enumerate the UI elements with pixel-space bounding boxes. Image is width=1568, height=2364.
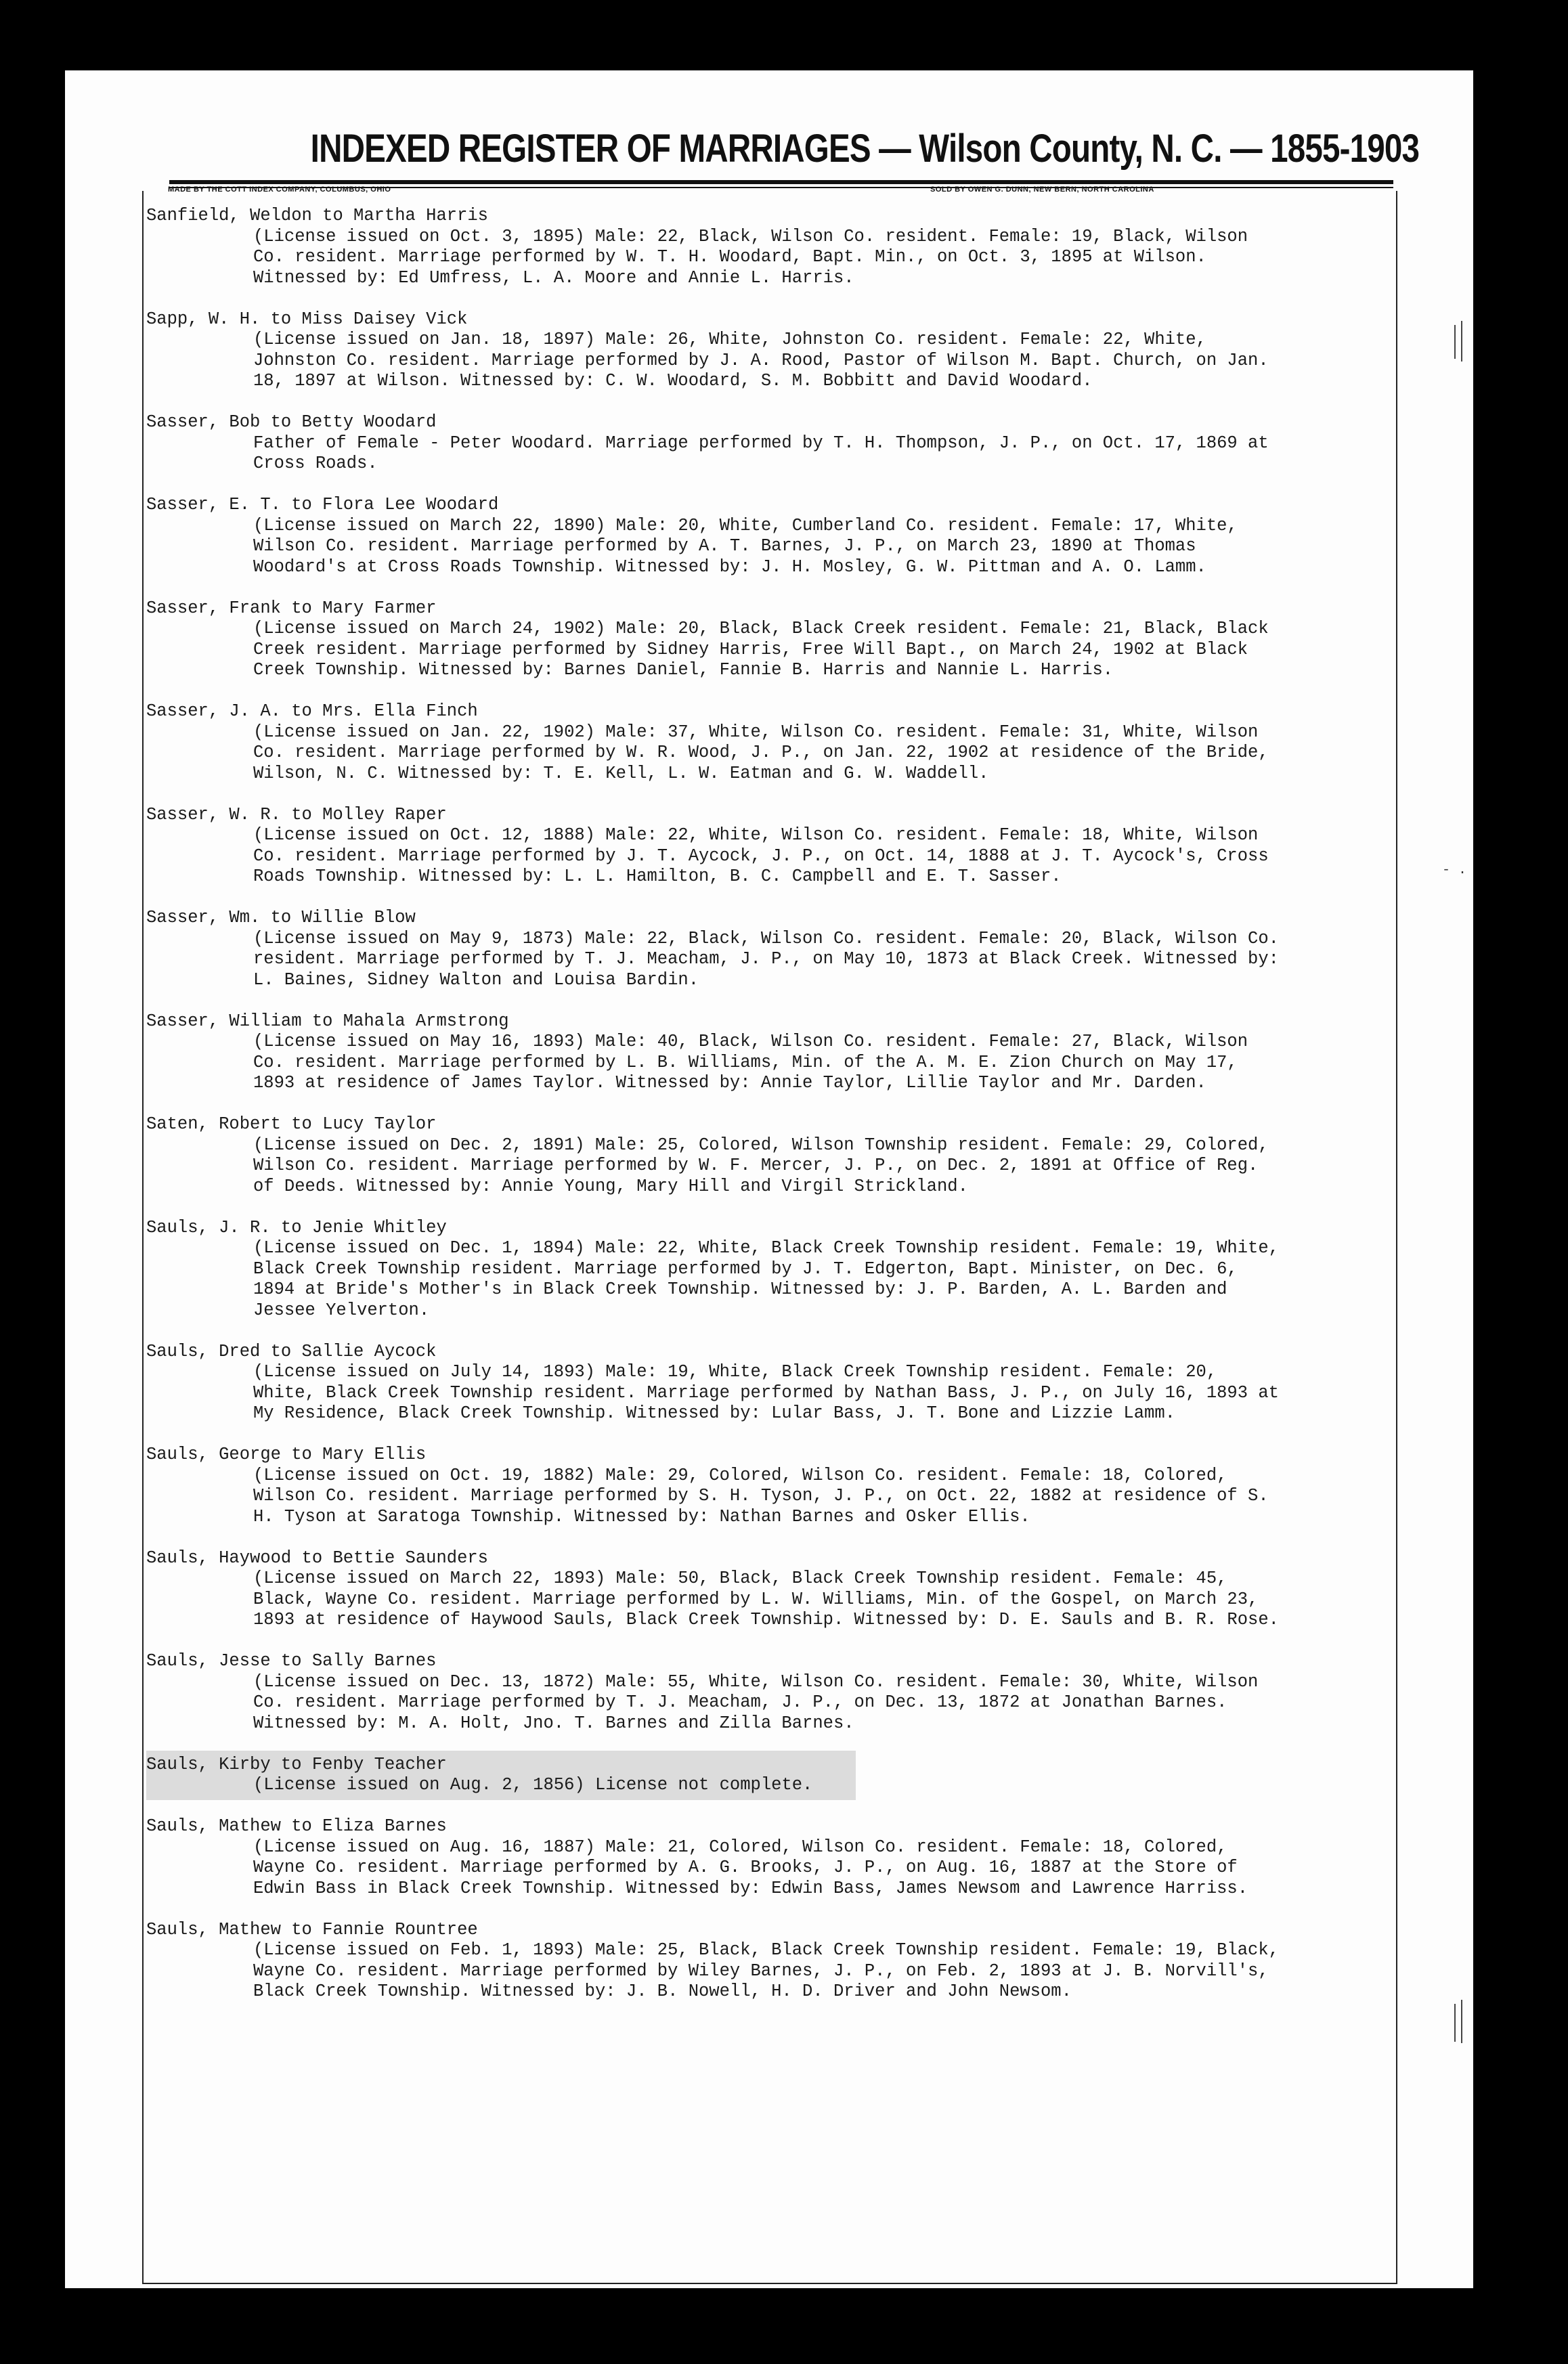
- entry-details: (License issued on Jan. 22, 1902) Male: 37, White, Wilson Co. resident. Female: 31, White, Wilson Co. resident. Marriage performed by W. R. Wood, J. P., on Jan. 22, 1902 at residence of the Bride, Wilson, N. C. Witnessed by: T. E. Kell, L. W. Eatman and G. W. Waddell.: [253, 722, 1269, 783]
- entry-names: Sasser, William to Mahala Armstrong: [146, 1011, 509, 1031]
- entry-details: (License issued on Jan. 18, 1897) Male: 26, White, Johnston Co. resident. Female: 22, White, Johnston Co. resident. Marriage performed by J. A. Rood, Pastor of Wilson M. Bapt. Church, on Jan. 18, 1897 at Wilson. Witnessed by: C. W. Woodard, S. M. Bobbitt and David Woodard.: [253, 330, 1269, 391]
- bottom-rule: [142, 2283, 1397, 2284]
- marriage-entry: [146, 1342, 1392, 1424]
- binding-mark: [1454, 2004, 1456, 2042]
- entry-names: Sasser, Bob to Betty Woodard: [146, 412, 437, 432]
- marriage-entries: [146, 206, 1392, 2023]
- publisher-imprint: MADE BY THE COTT INDEX COMPANY, COLUMBUS, OHIO: [168, 185, 391, 194]
- entry-names: Sauls, Jesse to Sally Barnes: [146, 1651, 437, 1671]
- marriage-entry: [146, 1548, 1392, 1631]
- page-title: INDEXED REGISTER OF MARRIAGES — Wilson County, N. C. — 1855-1903: [310, 127, 1420, 171]
- marriage-entry: [146, 206, 1392, 288]
- entry-details: (License issued on March 22, 1890) Male: 20, White, Cumberland Co. resident. Female: 17, White, Wilson Co. resident. Marriage performed by A. T. Barnes, J. P., on March 23, 1890 at Thomas Woodard's at Cross Roads Township. Witnessed by: J. H. Mosley, G. W. Pittman and A. O. Lamm.: [253, 515, 1238, 577]
- marriage-entry: [146, 309, 1392, 392]
- entry-names: Sasser, J. A. to Mrs. Ella Finch: [146, 701, 478, 721]
- marriage-entry: [146, 908, 1392, 990]
- marriage-entry: [146, 598, 1392, 681]
- entry-details: (License issued on Aug. 16, 1887) Male: 21, Colored, Wilson Co. resident. Female: 18, Colored, Wayne Co. resident. Marriage performed by A. G. Brooks, J. P., on Aug. 16, 1887 at the Store of Edwin Bass in Black Creek Township. Witnessed by: Edwin Bass, James Newsom and Lawrence Harriss.: [253, 1837, 1248, 1898]
- marriage-entry: [146, 1651, 1392, 1734]
- entry-names: Sanfield, Weldon to Martha Harris: [146, 206, 488, 225]
- marriage-entry: [146, 1920, 1392, 2002]
- entry-details: (License issued on May 9, 1873) Male: 22, Black, Wilson Co. resident. Female: 20, Black, Wilson Co. resident. Marriage performed by T. J. Meacham, J. P., on May 10, 1873 at Black Creek. Witnessed by: L. Baines, Sidney Walton and Louisa Bardin.: [253, 928, 1279, 990]
- entry-details: (License issued on Dec. 13, 1872) Male: 55, White, Wilson Co. resident. Female: 30, White, Wilson Co. resident. Marriage performed by T. J. Meacham, J. P., on Dec. 13, 1872 at Jonathan Barnes. Witnessed by: M. A. Holt, Jno. T. Barnes and Zilla Barnes.: [253, 1671, 1259, 1733]
- entry-names: Sasser, Frank to Mary Farmer: [146, 598, 437, 618]
- entry-details: (License issued on Feb. 1, 1893) Male: 25, Black, Black Creek Township resident. Female: 19, Black, Wayne Co. resident. Marriage performed by Wiley Barnes, J. P., on Feb. 2, 1893 at J. B. Norvill's, Black Creek Township. Witnessed by: J. B. Nowell, H. D. Driver and John Newsom.: [253, 1940, 1279, 2001]
- entry-details: (License issued on Dec. 2, 1891) Male: 25, Colored, Wilson Township resident. Female: 29, Colored, Wilson Co. resident. Marriage performed by W. F. Mercer, J. P., on Dec. 2, 1891 at Office of Reg. of Deeds. Witnessed by: Annie Young, Mary Hill and Virgil Strickland.: [253, 1135, 1269, 1196]
- entry-details: Father of Female - Peter Woodard. Marriage performed by T. H. Thompson, J. P., on Oct. 17, 1869 at Cross Roads.: [253, 433, 1269, 473]
- entry-names: Sasser, W. R. to Molley Raper: [146, 804, 447, 825]
- entry-names: Sauls, Dred to Sallie Aycock: [146, 1341, 437, 1361]
- entry-names: Sauls, Mathew to Eliza Barnes: [146, 1816, 447, 1836]
- binding-mark: [1461, 2000, 1462, 2043]
- entry-names: Sauls, George to Mary Ellis: [146, 1445, 427, 1464]
- margin-dash: - .: [1442, 862, 1467, 878]
- entry-details: (License issued on July 14, 1893) Male: 19, White, Black Creek Township resident. Female: 20, White, Black Creek Township resident. Marriage performed by Nathan Bass, J. P., on July 16, 1893 at My Residence, Black Creek Township. Witnessed by: Lular Bass, J. T. Bone and Lizzie Lamm.: [253, 1362, 1279, 1423]
- entry-names: Sasser, Wm. to Willie Blow: [146, 908, 416, 927]
- header-rule: [169, 180, 1393, 184]
- marriage-entry: [146, 1816, 1392, 1899]
- marriage-entry: [146, 1114, 1392, 1197]
- entry-names: Saten, Robert to Lucy Taylor: [146, 1114, 437, 1134]
- entry-details: (License issued on March 24, 1902) Male: 20, Black, Black Creek resident. Female: 21, Black, Black Creek resident. Marriage performed by Sidney Harris, Free Will Bapt., on March 24, 1902 at Black Creek Township. Witnessed by: Barnes Daniel, Fannie B. Harris and Nannie L. Harris.: [253, 619, 1269, 680]
- entry-details: (License issued on Aug. 2, 1856) License not complete.: [253, 1775, 813, 1795]
- entry-details: (License issued on Oct. 19, 1882) Male: 29, Colored, Wilson Co. resident. Female: 18, Colored, Wilson Co. resident. Marriage performed by S. H. Tyson, J. P., on Oct. 22, 1882 at residence of S. H. Tyson at Saratoga Township. Witnessed by: Nathan Barnes and Osker Ellis.: [253, 1465, 1269, 1527]
- marriage-entry: [146, 1011, 1392, 1094]
- entry-details: (License issued on May 16, 1893) Male: 40, Black, Wilson Co. resident. Female: 27, Black, Wilson Co. resident. Marriage performed by L. B. Williams, Min. of the A. M. E. Zion Church on May 17, 1893 at residence of James Taylor. Witnessed by: Annie Taylor, Lillie Taylor and Mr. Darden.: [253, 1032, 1248, 1093]
- entry-names: Sauls, J. R. to Jenie Whitley: [146, 1217, 447, 1238]
- entry-names: Sauls, Mathew to Fannie Rountree: [146, 1919, 478, 1940]
- entry-details: (License issued on Oct. 12, 1888) Male: 22, White, Wilson Co. resident. Female: 18, White, Wilson Co. resident. Marriage performed by J. T. Aycock, J. P., on Oct. 14, 1888 at J. T. Aycock's, Cross Roads Township. Witnessed by: L. L. Hamilton, B. C. Campbell and E. T. Sasser.: [253, 825, 1269, 886]
- register-page: [65, 70, 1473, 2288]
- marriage-entry: [146, 701, 1392, 784]
- seller-imprint: SOLD BY OWEN G. DUNN, NEW BERN, NORTH CAROLINA: [930, 185, 1154, 194]
- right-margin-rule: [1396, 191, 1397, 2283]
- entry-names: Sauls, Kirby to Fenby Teacher: [146, 1754, 447, 1774]
- marriage-entry: [146, 495, 1392, 577]
- entry-details: (License issued on March 22, 1893) Male: 50, Black, Black Creek Township resident. Female: 45, Black, Wayne Co. resident. Marriage performed by L. W. Williams, Min. of the Gospel, on March 23, 1893 at residence of Haywood Sauls, Black Creek Township. Witnessed by: D. E. Sauls and B. R. Rose.: [253, 1569, 1279, 1629]
- entry-names: Sauls, Haywood to Bettie Saunders: [146, 1548, 488, 1568]
- entry-names: Sasser, E. T. to Flora Lee Woodard: [146, 495, 499, 515]
- entry-details: (License issued on Oct. 3, 1895) Male: 22, Black, Wilson Co. resident. Female: 19, Black, Wilson Co. resident. Marriage performed by W. T. H. Woodard, Bapt. Min., on Oct. 3, 1895 at Wilson. Witnessed by: Ed Umfress, L. A. Moore and Annie L. Harris.: [253, 226, 1248, 288]
- left-margin-rule: [142, 191, 144, 2283]
- entry-names: Sapp, W. H. to Miss Daisey Vick: [146, 309, 468, 329]
- marriage-entry: [146, 412, 1392, 475]
- marriage-entry: [146, 1218, 1392, 1321]
- binding-mark: [1454, 325, 1456, 359]
- entry-details: (License issued on Dec. 1, 1894) Male: 22, White, Black Creek Township resident. Female: 19, White, Black Creek Township resident. Marriage performed by J. T. Edgerton, Bapt. Minister, on Dec. 6, 1894 at Bride's Mother's in Black Creek Township. Witnessed by: J. P. Barden, A. L. Barden and Jessee Yelverton.: [253, 1238, 1279, 1320]
- binding-mark: [1461, 321, 1462, 362]
- marriage-entry: [146, 805, 1392, 888]
- marriage-entry: [146, 1445, 1392, 1527]
- marriage-entry-highlighted: [146, 1751, 856, 1800]
